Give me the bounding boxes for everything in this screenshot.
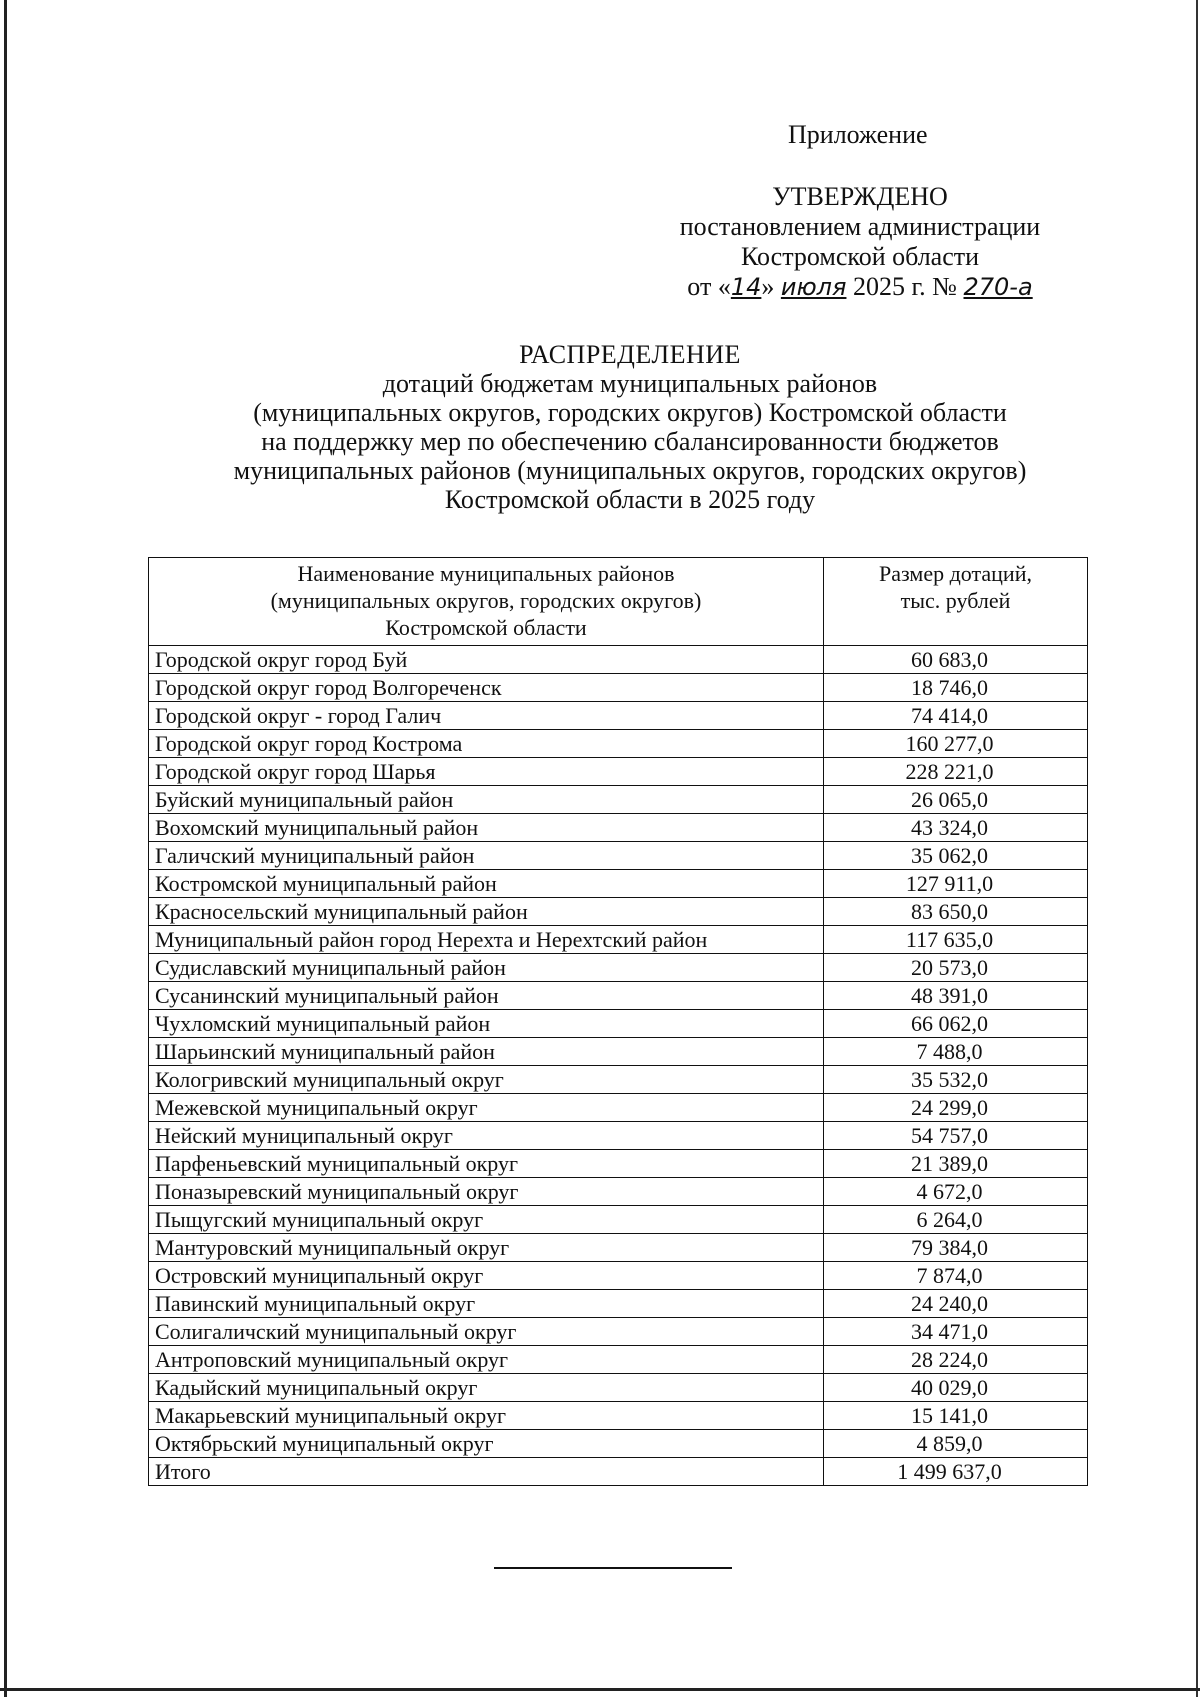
header-name-cell <box>149 558 824 646</box>
approved-by-line1: постановлением администрации <box>679 212 1041 241</box>
municipality-name: Солигаличский муниципальный округ <box>149 1318 824 1346</box>
municipality-name: Кологривский муниципальный округ <box>149 1066 824 1094</box>
date-day-handwritten: 14 <box>730 273 762 301</box>
scan-edge-bottom <box>0 1688 1200 1691</box>
subsidy-amount: 24 299,0 <box>824 1094 1088 1122</box>
table-row <box>149 1066 1088 1094</box>
table-row <box>149 1374 1088 1402</box>
table-row <box>149 1290 1088 1318</box>
table-row <box>149 730 1088 758</box>
approval-date-line <box>650 272 1070 302</box>
table-row <box>149 982 1088 1010</box>
subsidy-amount: 20 573,0 <box>824 954 1088 982</box>
subsidy-amount: 35 062,0 <box>824 842 1088 870</box>
table-row <box>149 814 1088 842</box>
title-line4: муниципальных районов (муниципальных округов, городских округов) <box>233 456 1027 485</box>
title-line2: (муниципальных округов, городских округов) Костромской области <box>253 398 1007 427</box>
total-label: Итого <box>149 1458 824 1486</box>
subsidy-amount: 60 683,0 <box>824 646 1088 674</box>
doc-number-handwritten: 270-а <box>963 273 1033 301</box>
table-row <box>149 1430 1088 1458</box>
scan-edge-left <box>4 0 7 1697</box>
scan-edge-right <box>1196 0 1198 1697</box>
municipality-name: Галичский муниципальный район <box>149 842 824 870</box>
subsidy-amount: 26 065,0 <box>824 786 1088 814</box>
table-body <box>149 646 1088 1486</box>
table-row <box>149 1262 1088 1290</box>
subsidy-amount: 15 141,0 <box>824 1402 1088 1430</box>
subsidy-amount: 28 224,0 <box>824 1346 1088 1374</box>
table-row <box>149 646 1088 674</box>
municipality-name: Мантуровский муниципальный округ <box>149 1234 824 1262</box>
municipality-name: Сусанинский муниципальный район <box>149 982 824 1010</box>
municipality-name: Нейский муниципальный округ <box>149 1122 824 1150</box>
approval-block <box>650 182 1070 302</box>
subsidy-amount: 228 221,0 <box>824 758 1088 786</box>
approved-by-line2: Костромской области <box>740 242 980 271</box>
subsidy-amount: 40 029,0 <box>824 1374 1088 1402</box>
title-line3: на поддержку мер по обеспечению сбалансированности бюджетов <box>261 427 999 456</box>
municipality-name: Городской округ - город Галич <box>149 702 824 730</box>
subsidy-amount: 160 277,0 <box>824 730 1088 758</box>
table-row <box>149 870 1088 898</box>
date-year: 2025 г. № <box>852 272 957 301</box>
subsidy-amount: 127 911,0 <box>824 870 1088 898</box>
table-row <box>149 674 1088 702</box>
end-rule <box>494 1567 732 1569</box>
header-amount-line2: тыс. рублей <box>900 588 1011 613</box>
table-row <box>149 1402 1088 1430</box>
table-row <box>149 1038 1088 1066</box>
approved-heading: УТВЕРЖДЕНО <box>772 182 948 211</box>
table-row <box>149 758 1088 786</box>
table-row <box>149 1094 1088 1122</box>
subsidy-amount: 6 264,0 <box>824 1206 1088 1234</box>
municipality-name: Межевской муниципальный округ <box>149 1094 824 1122</box>
table-row <box>149 1150 1088 1178</box>
subsidy-amount: 66 062,0 <box>824 1010 1088 1038</box>
municipality-name: Кадыйский муниципальный округ <box>149 1374 824 1402</box>
municipality-name: Чухломский муниципальный район <box>149 1010 824 1038</box>
table-row <box>149 926 1088 954</box>
municipality-name: Городской округ город Шарья <box>149 758 824 786</box>
subsidy-amount: 43 324,0 <box>824 814 1088 842</box>
table-row <box>149 1206 1088 1234</box>
distribution-table <box>148 557 1088 1486</box>
header-name-line2: (муниципальных округов, городских округов) <box>270 588 702 613</box>
municipality-name: Судиславский муниципальный район <box>149 954 824 982</box>
total-row <box>149 1458 1088 1486</box>
subsidy-amount: 54 757,0 <box>824 1122 1088 1150</box>
municipality-name: Городской округ город Кострома <box>149 730 824 758</box>
table-row <box>149 1178 1088 1206</box>
document-title <box>130 340 1130 514</box>
subsidy-amount: 48 391,0 <box>824 982 1088 1010</box>
municipality-name: Красносельский муниципальный район <box>149 898 824 926</box>
municipality-name: Островский муниципальный округ <box>149 1262 824 1290</box>
header-amount-line1: Размер дотаций, <box>879 561 1032 586</box>
subsidy-amount: 34 471,0 <box>824 1318 1088 1346</box>
title-main: РАСПРЕДЕЛЕНИЕ <box>519 340 741 369</box>
table-row <box>149 842 1088 870</box>
table-row <box>149 1318 1088 1346</box>
table-row <box>149 898 1088 926</box>
table-header-row <box>149 558 1088 646</box>
municipality-name: Поназыревский муниципальный округ <box>149 1178 824 1206</box>
total-amount: 1 499 637,0 <box>824 1458 1088 1486</box>
table-row <box>149 702 1088 730</box>
municipality-name: Вохомский муниципальный район <box>149 814 824 842</box>
subsidy-amount: 7 874,0 <box>824 1262 1088 1290</box>
subsidy-amount: 83 650,0 <box>824 898 1088 926</box>
subsidy-amount: 7 488,0 <box>824 1038 1088 1066</box>
date-month-handwritten: июля <box>780 273 847 301</box>
table-row <box>149 1346 1088 1374</box>
municipality-name: Парфеньевский муниципальный округ <box>149 1150 824 1178</box>
subsidy-amount: 24 240,0 <box>824 1290 1088 1318</box>
municipality-name: Городской округ город Буй <box>149 646 824 674</box>
subsidy-amount: 79 384,0 <box>824 1234 1088 1262</box>
subsidy-amount: 4 859,0 <box>824 1430 1088 1458</box>
municipality-name: Пыщугский муниципальный округ <box>149 1206 824 1234</box>
title-line1: дотаций бюджетам муниципальных районов <box>382 369 878 398</box>
municipality-name: Костромской муниципальный район <box>149 870 824 898</box>
header-name-line1: Наименование муниципальных районов <box>297 561 675 586</box>
municipality-name: Шарьинский муниципальный район <box>149 1038 824 1066</box>
table-row <box>149 1122 1088 1150</box>
subsidy-amount: 21 389,0 <box>824 1150 1088 1178</box>
table-row <box>149 786 1088 814</box>
subsidy-amount: 4 672,0 <box>824 1178 1088 1206</box>
municipality-name: Буйский муниципальный район <box>149 786 824 814</box>
header-amount-cell <box>824 558 1088 646</box>
header-name-line3: Костромской области <box>385 615 587 640</box>
appendix-label: Приложение <box>788 120 928 149</box>
date-mid: » <box>761 272 775 301</box>
municipality-name: Антроповский муниципальный округ <box>149 1346 824 1374</box>
subsidy-amount: 35 532,0 <box>824 1066 1088 1094</box>
municipality-name: Городской округ город Волгореченск <box>149 674 824 702</box>
table-row <box>149 1234 1088 1262</box>
title-line5: Костромской области в 2025 году <box>444 485 816 514</box>
municipality-name: Октябрьский муниципальный округ <box>149 1430 824 1458</box>
municipality-name: Муниципальный район город Нерехта и Нерехтский район <box>149 926 824 954</box>
date-prefix: от « <box>687 272 731 301</box>
subsidy-amount: 117 635,0 <box>824 926 1088 954</box>
municipality-name: Макарьевский муниципальный округ <box>149 1402 824 1430</box>
subsidy-amount: 18 746,0 <box>824 674 1088 702</box>
municipality-name: Павинский муниципальный округ <box>149 1290 824 1318</box>
subsidy-amount: 74 414,0 <box>824 702 1088 730</box>
table-row <box>149 1010 1088 1038</box>
table-row <box>149 954 1088 982</box>
